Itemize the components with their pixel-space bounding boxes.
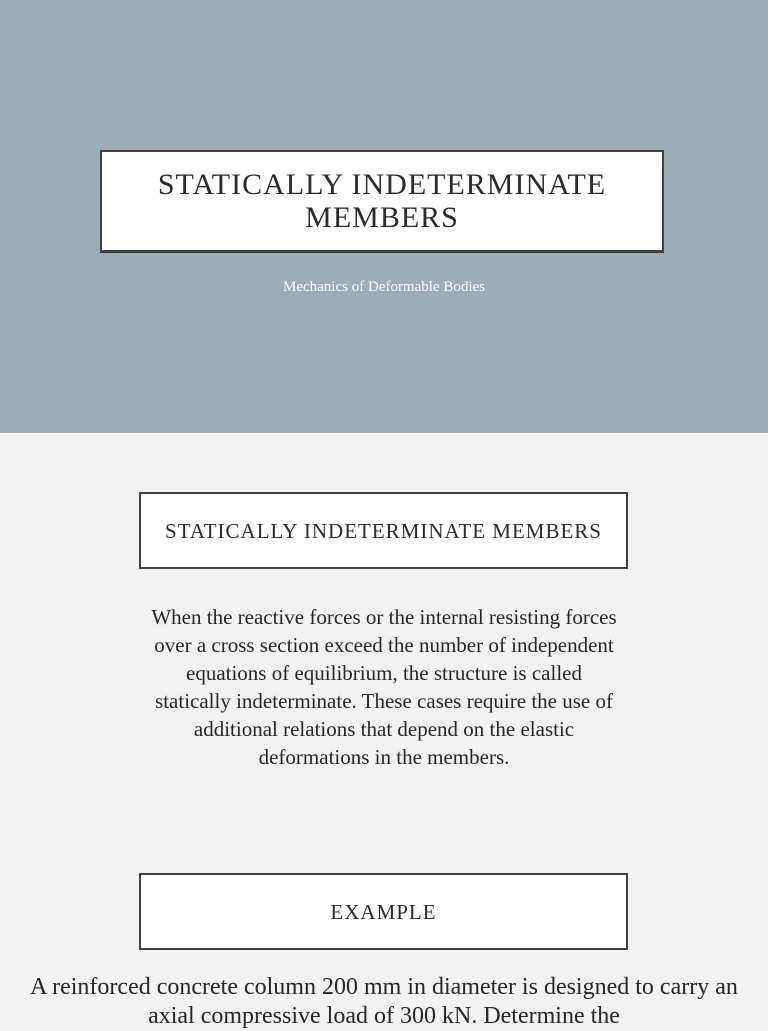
title-box <box>100 150 664 252</box>
title-slide <box>0 0 768 433</box>
section-heading: STATICALLY INDETERMINATE MEMBERS <box>165 518 602 543</box>
example-paragraph: A reinforced concrete column 200 mm in diameter is designed to carry an axial compressive load of 300 kN. Determine the <box>30 974 738 1029</box>
example-heading-box <box>139 873 628 950</box>
content-slide <box>0 433 768 1029</box>
example-heading: EXAMPLE <box>330 899 437 924</box>
slide-title: STATICALLY INDETERMINATE MEMBERS <box>157 168 607 234</box>
definition-paragraph: When the reactive forces or the internal resisting forces over a cross section exceed the number of independent equations of equilibrium, the structure is called statically indeterminate. These cases require the use of additional relations that depend on the elastic deformations in the members. <box>151 605 617 769</box>
slide-subtitle: Mechanics of Deformable Bodies <box>282 279 486 295</box>
section-heading-box <box>139 492 628 569</box>
